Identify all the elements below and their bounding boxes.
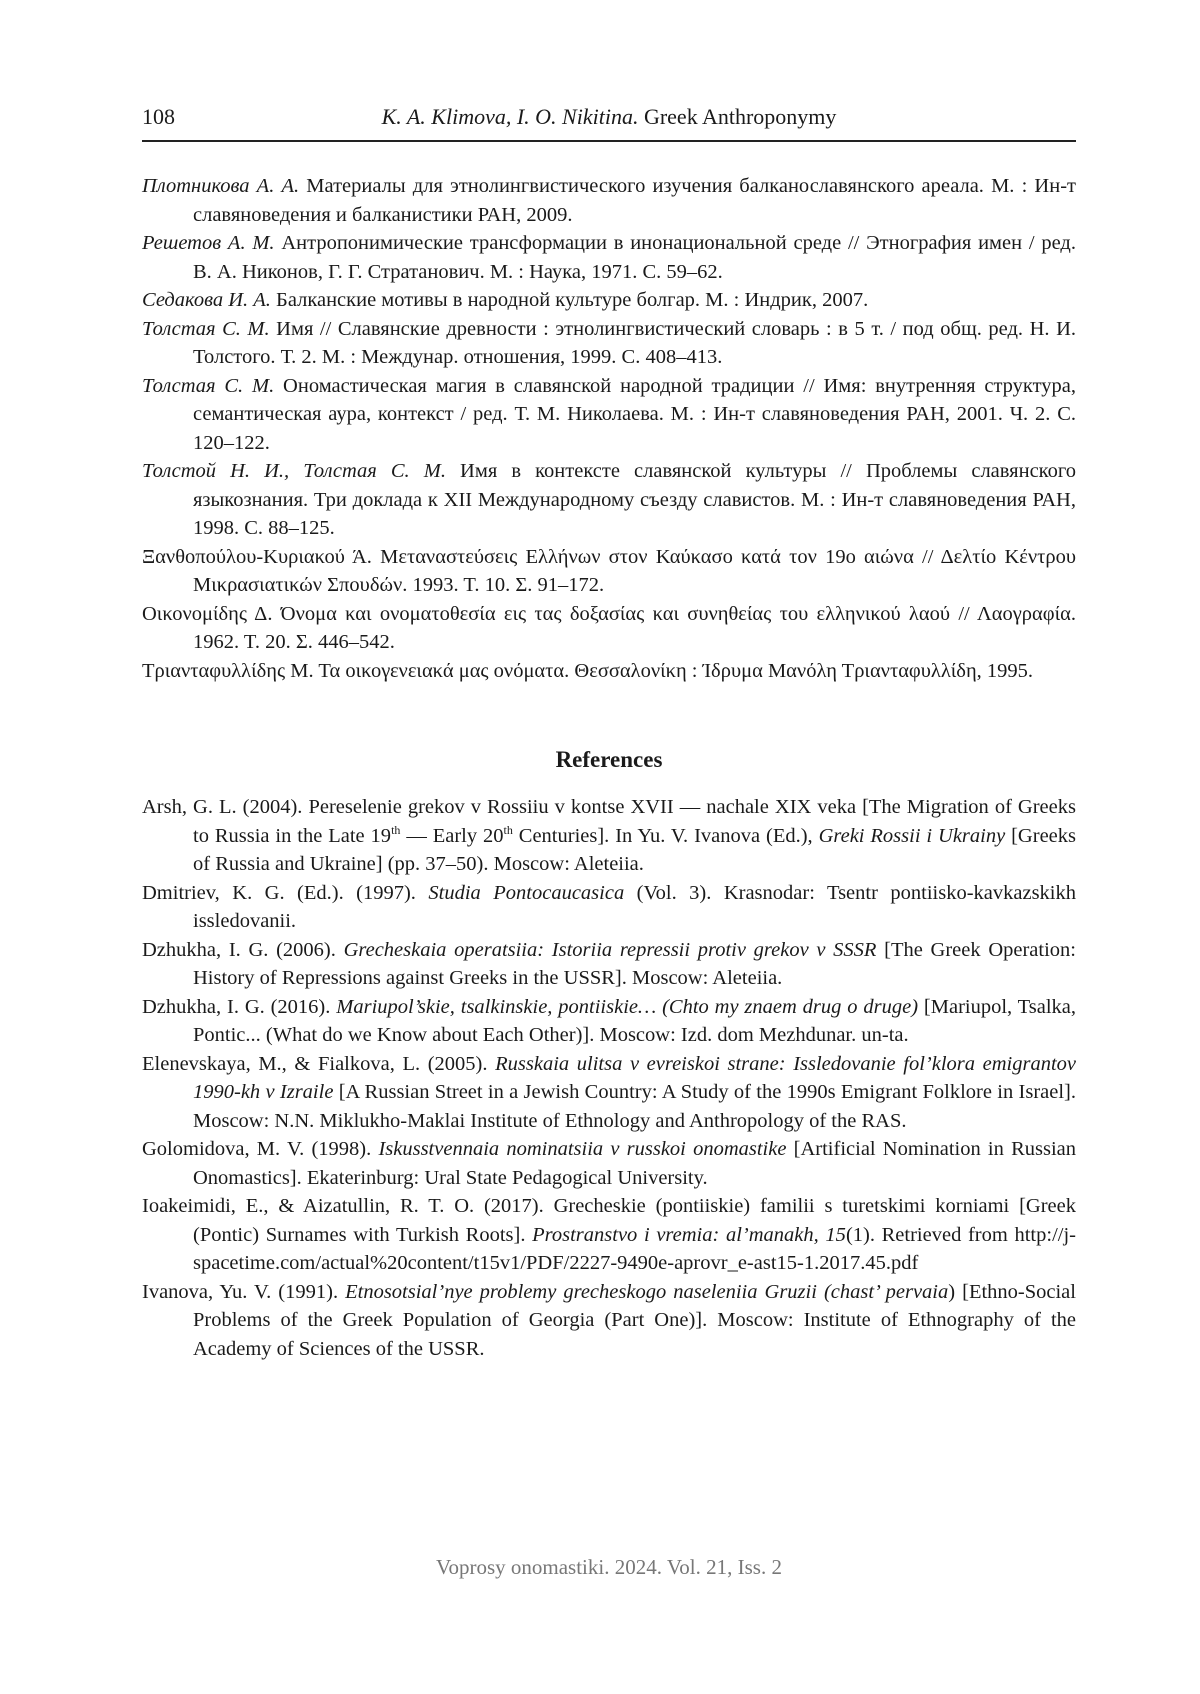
reference-text: Golomidova, M. V. (1998). [142, 1138, 379, 1160]
reference-text: Имя в контексте славянской культуры // Проблемы славянского языкознания. Три доклада к XII Международному съезду славистов. М. : Ин-т славяноведения РАН, 1998. С. 88–125. [193, 460, 1076, 539]
reference-entry: Οικονομίδης Δ. Όνομα και ονοματοθεσία εις τας δοξασίας και συνηθείας του ελληνικού λαού // Λαογραφία. 1962. Τ. 20. Σ. 446–542. [142, 602, 1076, 653]
superscript: th [391, 822, 401, 837]
reference-text: Антропонимические трансформации в инонациональной среде // Этнография имен / ред. В. А. Никонов, Г. Г. Стратанович. М. : Наука, 1971. С. 59–62. [193, 232, 1076, 283]
reference-entry [142, 372, 1076, 458]
reference-author: Толстая С. М. [142, 374, 275, 397]
reference-text: Arsh, G. L. (2004). Pereselenie grekov v Rossiiu v kontse XVII — nachale XIX veka [The Migration of Greeks to Russia in the Late 19 [142, 796, 1076, 847]
reference-text: Балканские мотивы в народной культуре болгар. М. : Индрик, 2007. [270, 289, 869, 311]
reference-author: Плотникова А. А. [142, 175, 300, 197]
reference-text: Материалы для этнолингвистического изучения балканославянского ареала. М. : Ин-т славяноведения и балканистики РАН, 2009. [193, 175, 1076, 226]
reference-text: Dmitriev, K. G. (Ed.). (1997). [142, 881, 429, 904]
reference-entry: Τριανταφυλλίδης Μ. Τα οικογενειακά μας ονόματα. Θεσσαλονίκη : Ίδρυμα Μανόλη Τριανταφυλλίδη, 1995. [142, 659, 1034, 682]
reference-text: [Greeks of Russia and Ukraine] (pp. 37–50). Moscow: Aleteiia. [193, 824, 1076, 875]
superscript: th [503, 822, 513, 837]
reference-title: Grecheskaia operatsiia: Istoriia repressii protiv grekov v SSSR [343, 938, 877, 961]
reference-entry [142, 229, 1076, 286]
reference-title: Mariupol’skie, tsalkinskie, pontiiskie… (Chto my znaem drug o druge) [336, 995, 919, 1018]
reference-title: Prostranstvo i vremia: al’manakh, 15 [532, 1223, 846, 1246]
reference-text: Dzhukha, I. G. (2006). [142, 938, 344, 961]
page-number: 108 [142, 104, 175, 129]
reference-text: (1). Retrieved from http://j-spacetime.com/actual%20content/t15v1/PDF/2227-9490e-aprovr_e-ast15-1.2017.45.pdf [193, 1223, 1076, 1274]
reference-title: Etnosotsial’nye problemy grecheskogo naseleniia Gruzii (chast’ pervaia [345, 1280, 949, 1303]
reference-title: Iskusstvennaia nominatsiia v russkoi onomastike [378, 1138, 787, 1160]
reference-author: Седакова И. А. [142, 289, 271, 311]
reference-text: [A Russian Street in a Jewish Country: A Study of the 1990s Emigrant Folklore in Israel]. Moscow: N.N. Miklukho-Maklai Institute of Ethnology and Anthropology of the RAS. [193, 1081, 1076, 1132]
reference-text: Имя // Славянские древности : этнолингвистический словарь : в 5 т. / под общ. ред. Н. И. Толстого. Т. 2. М. : Междунар. отношения, 1999. С. 408–413. [193, 317, 1076, 368]
running-title [142, 104, 1076, 130]
reference-text: Elenevskaya, M., & Fialkova, L. (2005). [142, 1052, 496, 1075]
reference-author: Толстой Н. И., Толстая С. М. [142, 460, 446, 482]
reference-entry [142, 1050, 1076, 1136]
reference-title: Studia Pontocaucasica [428, 881, 625, 904]
reference-text: Ivanova, Yu. V. (1991). [142, 1280, 346, 1303]
reference-author: Толстая С. М. [142, 317, 270, 340]
reference-entry: Ξανθοπούλου-Κυριακού Ά. Μεταναστεύσεις Ελλήνων στον Καύκασο κατά τον 19ο αιώνα // Δελτίο Κέντρου Μικρασιατικών Σπουδών. 1993. Τ. 10. Σ. 91–172. [142, 545, 1076, 596]
reference-text: Ioakeimidi, E., & Aizatullin, R. T. O. (2017). Grecheskie (pontiiskie) familii s turetskimi korniami [Greek (Pontic) Surnames with Turkish Roots]. [142, 1195, 1076, 1246]
russian-reference-list [142, 172, 1076, 685]
references-heading: References [555, 747, 663, 772]
reference-text: [Artificial Nomination in Russian Onomastics]. Ekaterinburg: Ural State Pedagogical University. [193, 1138, 1076, 1189]
reference-entry [142, 172, 1076, 229]
reference-entry [142, 793, 1076, 879]
reference-entry [142, 879, 1076, 936]
reference-title: Greki Rossii i Ukrainy [818, 824, 1006, 847]
reference-text: Dzhukha, I. G. (2016). [142, 995, 337, 1018]
running-header [142, 104, 1076, 142]
journal-footer: Voprosy onomastiki. 2024. Vol. 21, Iss. 2 [436, 1555, 782, 1579]
reference-entry [142, 286, 1076, 315]
reference-text: — Early 20 [400, 824, 504, 847]
header-authors: K. A. Klimova, I. O. Nikitina. [381, 104, 639, 129]
reference-text: [Mariupol, Tsalka, Pontic... (What do we Know about Each Other)]. Moscow: Izd. dom Mezhdunar. un-ta. [193, 995, 1076, 1046]
reference-text: (Vol. 3). Krasnodar: Tsentr pontiisko-kavkazskikh issledovanii. [193, 881, 1076, 932]
reference-title: Russkaia ulitsa v evreiskoi strane: Issledovanie fol’klora emigrantov 1990-kh v Izraile [193, 1052, 1076, 1103]
reference-text: Centuries]. In Yu. V. Ivanova (Ed.), [512, 824, 819, 847]
header-title: Greek Anthroponymy [643, 104, 837, 129]
reference-entry [142, 1278, 1076, 1364]
reference-text: ) [Ethno-Social Problems of the Greek Population of Georgia (Part One)]. Moscow: Institute of Ethnography of the Academy of Sciences of the USSR. [193, 1280, 1076, 1360]
reference-entry [142, 1192, 1076, 1278]
reference-entry [142, 457, 1076, 543]
reference-entry [142, 1135, 1076, 1192]
reference-author: Решетов А. М. [142, 232, 275, 254]
reference-entry [142, 993, 1076, 1050]
reference-entry [142, 315, 1076, 372]
english-reference-list [142, 793, 1076, 1363]
reference-text: [The Greek Operation: History of Repressions against Greeks in the USSR]. Moscow: Aleteiia. [193, 938, 1076, 989]
reference-entry [142, 936, 1076, 993]
reference-text: Ономастическая магия в славянской народной традиции // Имя: внутренняя структура, семантическая аура, контекст / ред. Т. М. Николаева. М. : Ин-т славяноведения РАН, 2001. Ч. 2. С. 120–122. [193, 374, 1076, 454]
